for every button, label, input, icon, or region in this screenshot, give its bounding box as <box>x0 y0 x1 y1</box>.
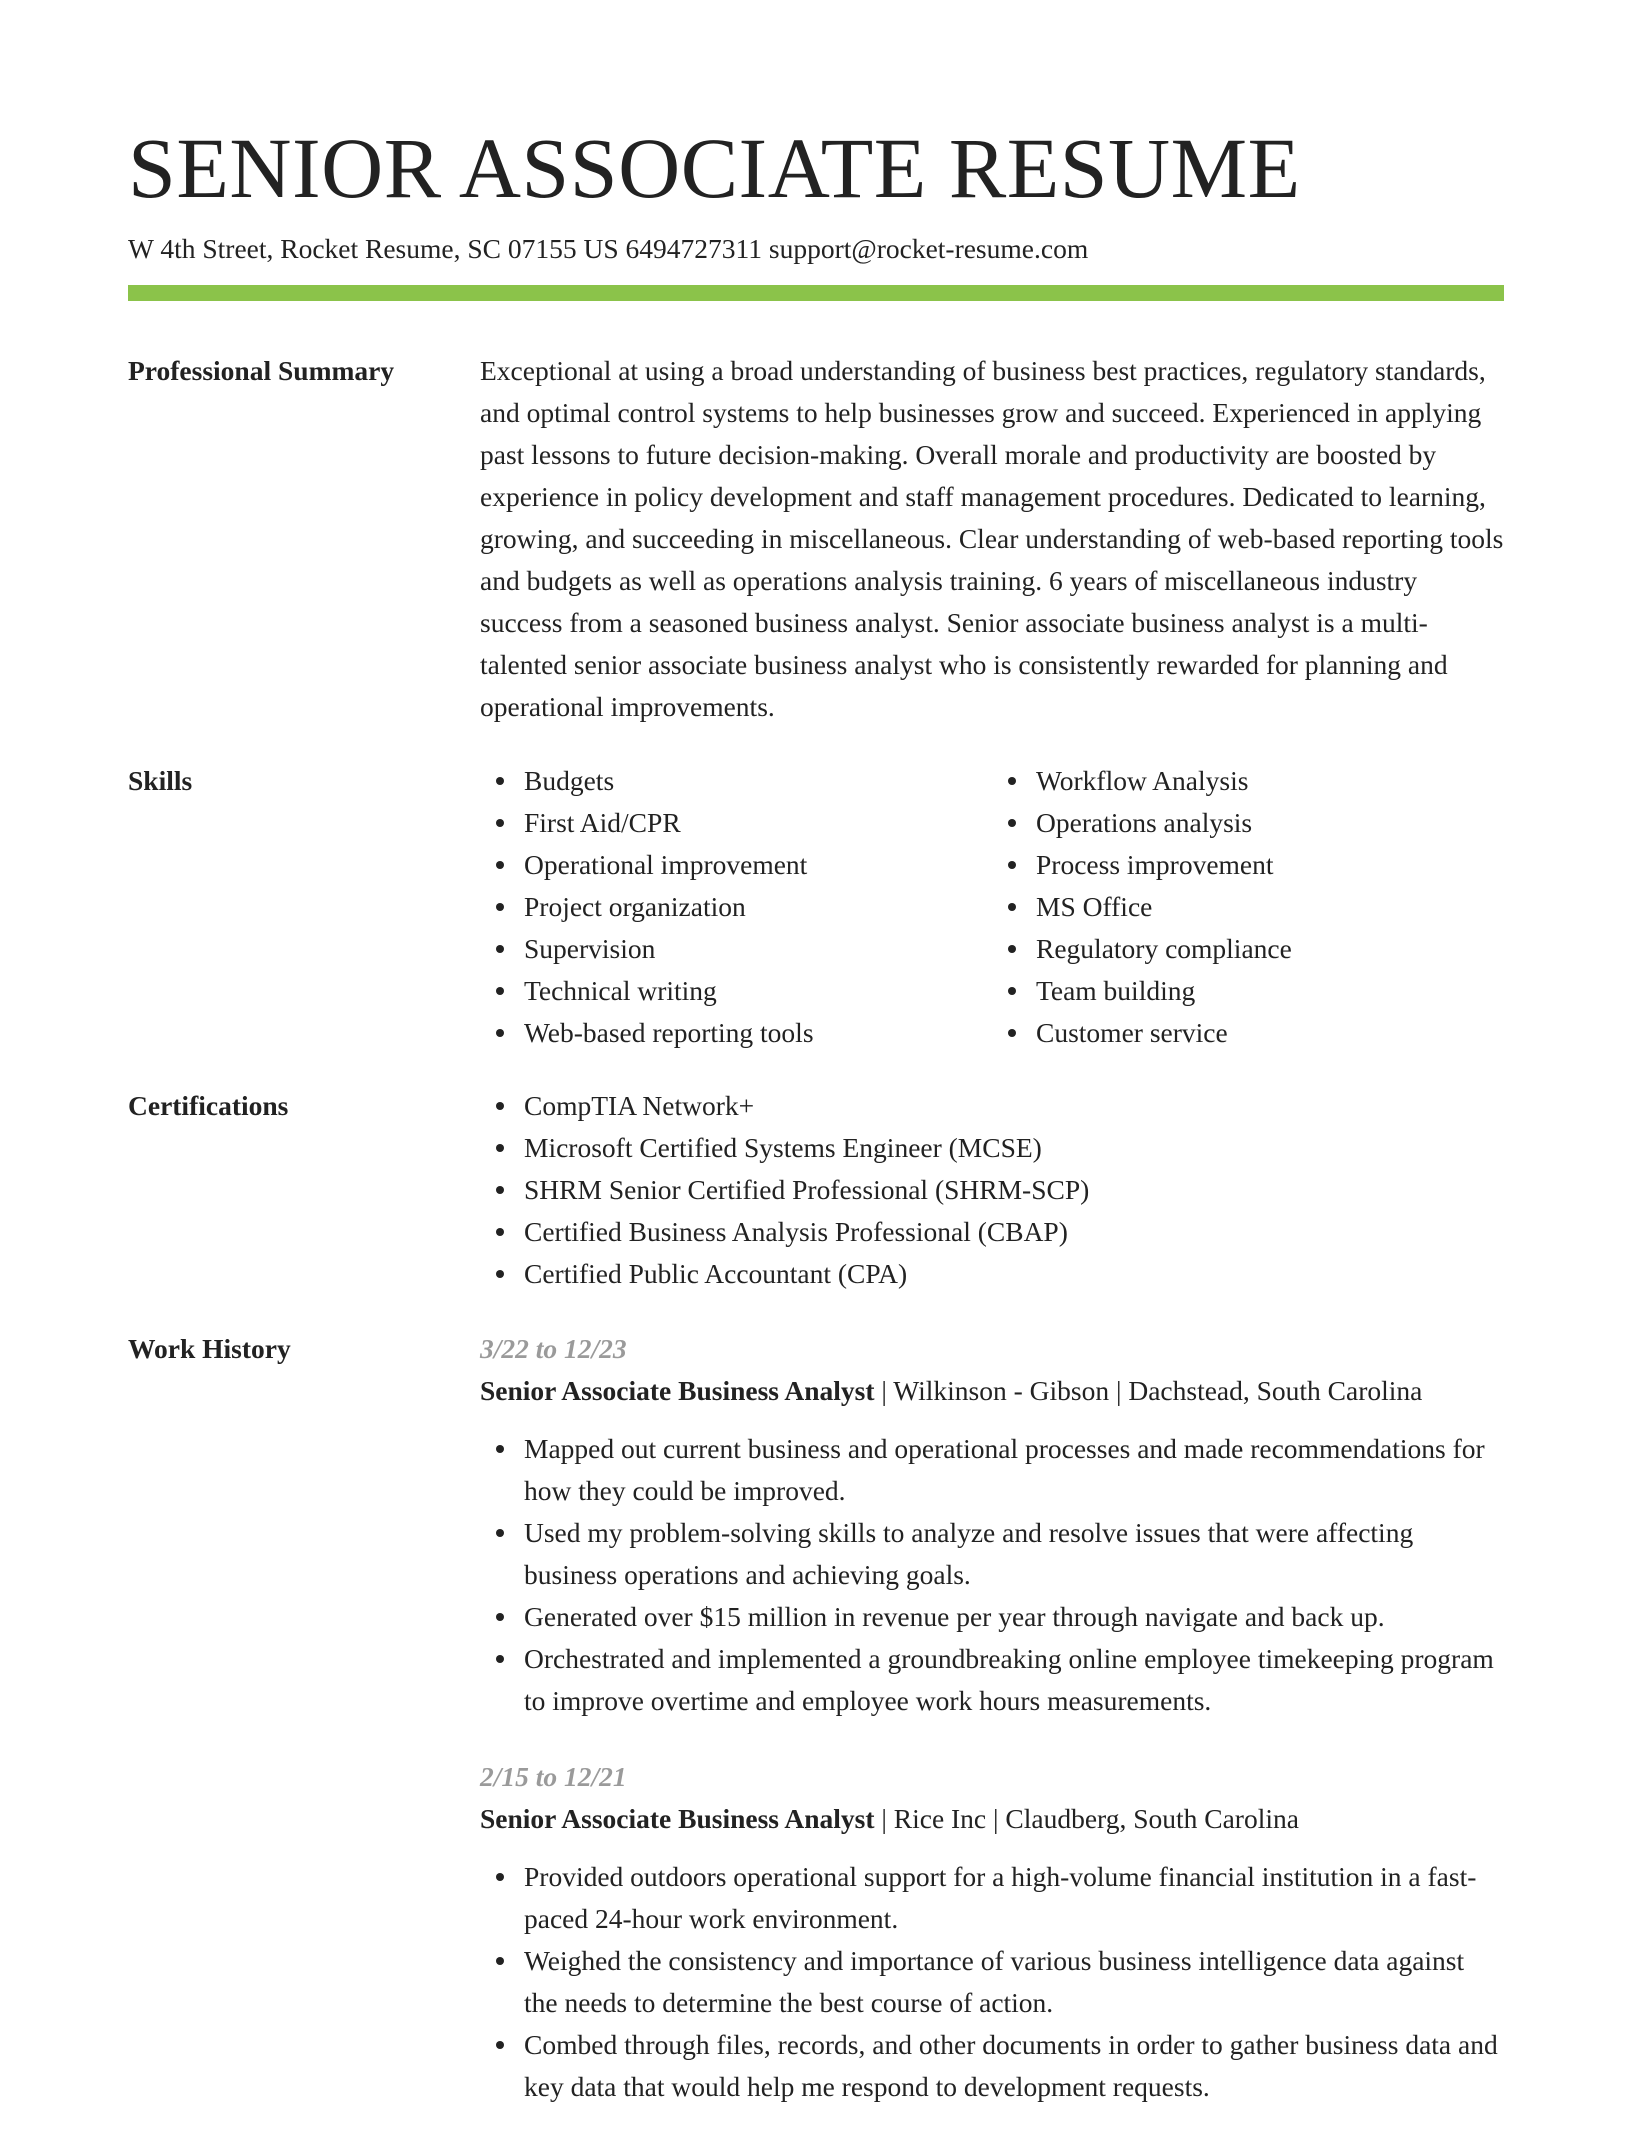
job-details: | Wilkinson - Gibson | Dachstead, South Carolina <box>874 1375 1423 1406</box>
skills-list-left <box>480 760 992 1054</box>
section-body <box>480 350 1504 728</box>
summary-text: Exceptional at using a broad understanding of business best practices, regulatory standards, and optimal control systems to help businesses grow and succeed. Experienced in applying past lessons to future decision-making. Overall morale and productivity are boosted by experience in policy development and staff management procedures. Dedicated to learning, growing, and succeeding in miscellaneous. Clear understanding of web-based reporting tools and budgets as well as operations analysis training. 6 years of miscellaneous industry success from a seasoned business analyst. Senior associate business analyst is a multi-talented senior associate business analyst who is consistently rewarded for planning and operational improvements. <box>480 355 1504 722</box>
section-label: Professional Summary <box>128 355 395 386</box>
list-item: SHRM Senior Certified Professional (SHRM-SCP) <box>524 1169 1504 1211</box>
accent-divider <box>128 285 1504 301</box>
list-item: Web-based reporting tools <box>524 1012 992 1054</box>
list-item: Generated over $15 million in revenue per year through navigate and back up. <box>524 1596 1504 1638</box>
list-item: MS Office <box>1036 886 1504 928</box>
list-item: Customer service <box>1036 1012 1504 1054</box>
list-item: Project organization <box>524 886 992 928</box>
job-bullets <box>480 1428 1504 1722</box>
job-details: | Rice Inc | Claudberg, South Carolina <box>874 1803 1299 1834</box>
list-item: Workflow Analysis <box>1036 760 1504 802</box>
section-body <box>480 1085 1504 1295</box>
list-item: Regulatory compliance <box>1036 928 1504 970</box>
section-label: Work History <box>128 1333 291 1364</box>
job-bullets <box>480 1856 1504 2108</box>
list-item: Microsoft Certified Systems Engineer (MCSE) <box>524 1127 1504 1169</box>
list-item: CompTIA Network+ <box>524 1085 1504 1127</box>
list-item: Orchestrated and implemented a groundbreaking online employee timekeeping program to improve overtime and employee work hours measurements. <box>524 1638 1504 1722</box>
certifications-list <box>480 1085 1504 1295</box>
list-item: Budgets <box>524 760 992 802</box>
list-item: Certified Public Accountant (CPA) <box>524 1253 1504 1295</box>
section-body <box>480 1328 1504 2142</box>
list-item: Provided outdoors operational support for a high-volume financial institution in a fast-paced 24-hour work environment. <box>524 1856 1504 1940</box>
list-item: Weighed the consistency and importance of various business intelligence data against the needs to determine the best course of action. <box>524 1940 1504 2024</box>
list-item: Operational improvement <box>524 844 992 886</box>
job-title: Senior Associate Business Analyst <box>480 1375 875 1406</box>
list-item: Process improvement <box>1036 844 1504 886</box>
contact-line: W 4th Street, Rocket Resume, SC 07155 US 6494727311 support@rocket-resume.com <box>128 233 1089 264</box>
skills-list-right <box>992 760 1504 1054</box>
job-title: Senior Associate Business Analyst <box>480 1803 875 1834</box>
job-entry <box>480 1328 1504 1722</box>
section-label: Certifications <box>128 1090 289 1121</box>
section-body <box>480 760 1504 1054</box>
job-dates: 2/15 to 12/21 <box>480 1761 627 1792</box>
job-line <box>480 1370 1504 1412</box>
job-entry <box>480 1756 1504 2108</box>
list-item: Combed through files, records, and other documents in order to gather business data and key data that would help me respond to development requests. <box>524 2024 1504 2108</box>
skills-columns <box>480 760 1504 1054</box>
list-item: Supervision <box>524 928 992 970</box>
resume-title: SENIOR ASSOCIATE RESUME <box>128 120 1301 216</box>
section-label: Skills <box>128 765 193 796</box>
job-dates: 3/22 to 12/23 <box>480 1333 627 1364</box>
list-item: Used my problem-solving skills to analyze and resolve issues that were affecting business operations and achieving goals. <box>524 1512 1504 1596</box>
list-item: Technical writing <box>524 970 992 1012</box>
list-item: First Aid/CPR <box>524 802 992 844</box>
list-item: Team building <box>1036 970 1504 1012</box>
list-item: Mapped out current business and operational processes and made recommendations for how they could be improved. <box>524 1428 1504 1512</box>
list-item: Certified Business Analysis Professional (CBAP) <box>524 1211 1504 1253</box>
job-line <box>480 1798 1504 1840</box>
list-item: Operations analysis <box>1036 802 1504 844</box>
